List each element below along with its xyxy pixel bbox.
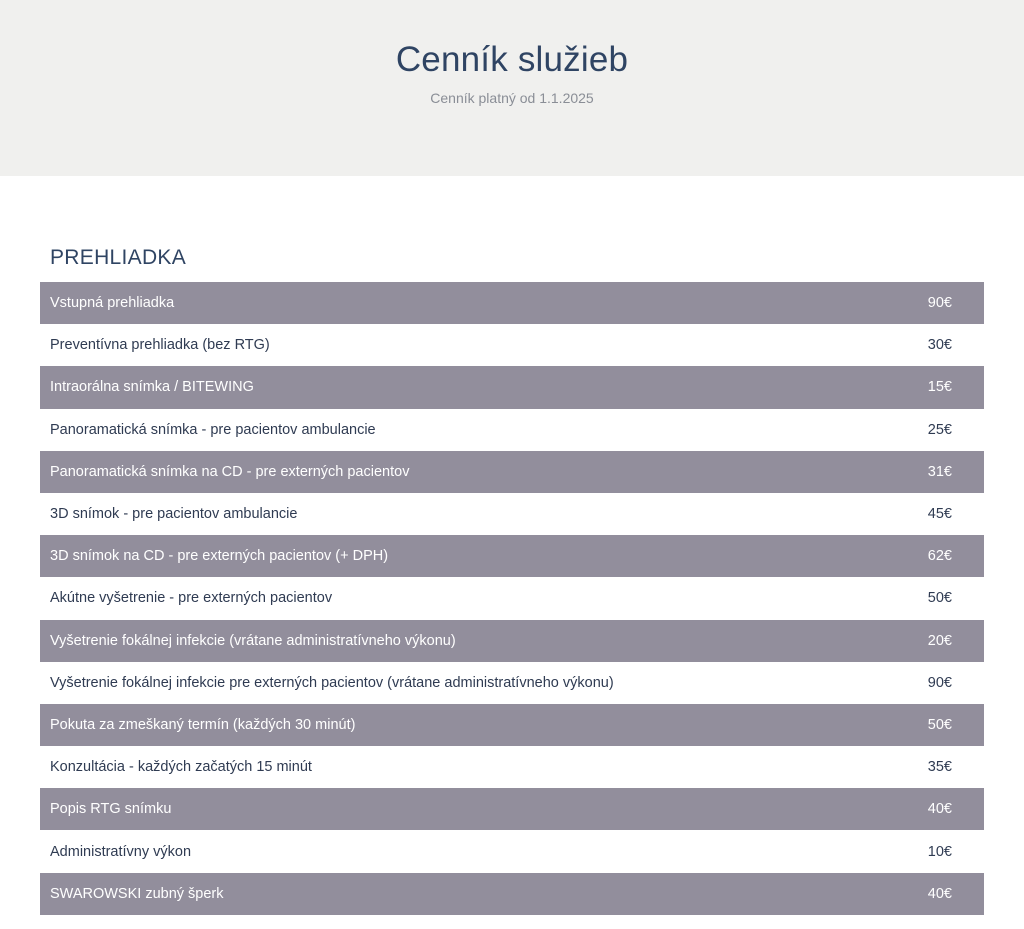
price-table [40, 282, 984, 915]
service-name: 3D snímok - pre pacientov ambulancie [50, 506, 298, 523]
price-row [40, 493, 984, 535]
service-price: 45€ [927, 506, 952, 523]
price-row [40, 282, 984, 324]
service-price: 62€ [927, 548, 952, 565]
service-name: SWAROWSKI zubný šperk [50, 885, 224, 902]
service-name: Vstupná prehliadka [50, 295, 175, 312]
price-row [40, 746, 984, 788]
price-row [40, 535, 984, 577]
page-subtitle: Cenník platný od 1.1.2025 [430, 90, 594, 106]
service-price: 35€ [927, 759, 952, 776]
price-row [40, 451, 984, 493]
service-price: 50€ [927, 590, 952, 607]
service-name: Administratívny výkon [50, 843, 192, 860]
price-row [40, 704, 984, 746]
price-row [40, 409, 984, 451]
service-price: 90€ [927, 674, 952, 691]
page-title: Cenník služieb [395, 40, 629, 79]
section-title: PREHLIADKA [50, 246, 187, 269]
service-price: 31€ [927, 463, 952, 480]
service-price: 30€ [927, 337, 952, 354]
service-price: 10€ [927, 843, 952, 860]
service-name: 3D snímok na CD - pre externých pacientov (+ DPH) [50, 548, 389, 565]
price-row [40, 324, 984, 366]
price-row [40, 366, 984, 408]
price-row [40, 620, 984, 662]
service-name: Vyšetrenie fokálnej infekcie pre externých pacientov (vrátane administratívneho výkonu) [50, 674, 614, 691]
service-name: Vyšetrenie fokálnej infekcie (vrátane administratívneho výkonu) [50, 632, 456, 649]
service-price: 25€ [927, 421, 952, 438]
service-price: 20€ [927, 632, 952, 649]
price-row [40, 577, 984, 619]
service-price: 40€ [927, 885, 952, 902]
service-price: 15€ [927, 379, 952, 396]
service-price: 50€ [927, 716, 952, 733]
service-name: Akútne vyšetrenie - pre externých pacientov [50, 590, 333, 607]
service-name: Konzultácia - každých začatých 15 minút [50, 759, 312, 776]
service-name: Panoramatická snímka na CD - pre externých pacientov [50, 463, 410, 480]
service-name: Popis RTG snímku [50, 801, 172, 818]
service-name: Panoramatická snímka - pre pacientov ambulancie [50, 421, 376, 438]
service-name: Preventívna prehliadka (bez RTG) [50, 337, 270, 354]
service-price: 90€ [927, 295, 952, 312]
price-row [40, 873, 984, 915]
service-name: Intraorálna snímka / BITEWING [50, 379, 254, 396]
page-header [0, 0, 1024, 176]
price-row [40, 788, 984, 830]
service-price: 40€ [927, 801, 952, 818]
price-row [40, 830, 984, 872]
price-row [40, 662, 984, 704]
service-name: Pokuta za zmeškaný termín (každých 30 minút) [50, 716, 356, 733]
